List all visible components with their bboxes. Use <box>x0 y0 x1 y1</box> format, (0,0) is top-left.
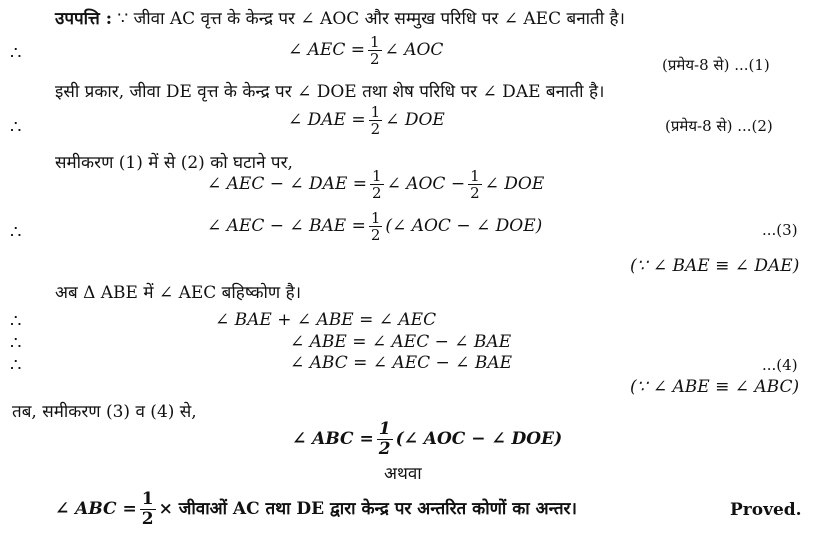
therefore-symbol: ∴ <box>10 222 22 243</box>
eq1-fraction <box>368 34 382 67</box>
eq4-numerator: 1 <box>370 209 381 227</box>
reference-2: (प्रमेय-8 से) ...(2) <box>665 117 773 135</box>
equation-8 <box>292 420 562 459</box>
equation-4 <box>207 210 542 243</box>
eq4-rhs: (∠ AOC − ∠ DOE) <box>385 216 543 236</box>
eq8-denominator: 2 <box>378 439 391 459</box>
proof-line-5: तब, समीकरण (3) व (4) से, <box>12 402 197 422</box>
proof-line-2: इसी प्रकार, जीवा DE वृत्त के केन्द्र पर ∠ DOE तथा शेष परिधि पर ∠ DAE बनाती है। <box>55 82 605 102</box>
eq1-lhs: ∠ AEC = <box>288 40 365 60</box>
eq8-lhs: ∠ ABC = <box>292 429 374 449</box>
eq8-numerator: 1 <box>378 419 391 439</box>
eq3-rhs: ∠ DOE <box>484 174 545 194</box>
reference-1: (प्रमेय-8 से) ...(1) <box>662 56 770 74</box>
proof-line-3: समीकरण (1) में से (2) को घटाने पर, <box>55 153 293 173</box>
eq4-fraction <box>369 210 383 243</box>
therefore-symbol: ∴ <box>10 355 22 376</box>
eq1-denominator: 2 <box>370 50 380 68</box>
final-numerator: 1 <box>141 489 154 509</box>
eq2-denominator: 2 <box>370 120 381 138</box>
therefore-symbol: ∴ <box>10 311 22 332</box>
eq4-denominator: 2 <box>370 226 381 244</box>
final-rhs: × जीवाओं AC तथा DE द्वारा केन्द्र पर अन्तरित कोणों का अन्तर। <box>158 499 577 519</box>
eq4-lhs: ∠ AEC − ∠ BAE = <box>207 216 366 236</box>
eq3-numerator-2: 1 <box>470 167 480 185</box>
proof-label: उपपत्ति : <box>55 9 112 29</box>
equation-2 <box>288 104 445 137</box>
note-1: (∵ ∠ BAE ≡ ∠ DAE) <box>630 256 800 276</box>
eq1-rhs: ∠ AOC <box>384 40 444 60</box>
eq2-lhs: ∠ DAE = <box>288 110 366 130</box>
eq8-rhs: (∠ AOC − ∠ DOE) <box>395 429 563 449</box>
proved-label: Proved. <box>730 500 802 520</box>
reference-4: ...(4) <box>762 356 798 374</box>
eq2-numerator: 1 <box>370 103 381 121</box>
equation-3 <box>207 168 544 201</box>
eq3-fraction-1 <box>370 168 384 201</box>
eq2-rhs: ∠ DOE <box>385 110 445 130</box>
or-text: अथवा <box>384 464 422 484</box>
equation-6: ∠ ABE = ∠ AEC − ∠ BAE <box>290 332 512 352</box>
proof-line-4: अब Δ ABE में ∠ AEC बहिष्कोण है। <box>55 283 302 303</box>
eq3-denominator-1: 2 <box>372 184 382 202</box>
final-lhs: ∠ ABC = <box>55 499 137 519</box>
therefore-symbol: ∴ <box>10 43 22 64</box>
therefore-symbol: ∴ <box>10 333 22 354</box>
note-2: (∵ ∠ ABE ≡ ∠ ABC) <box>630 377 800 397</box>
therefore-symbol: ∴ <box>10 117 22 138</box>
eq3-lhs: ∠ AEC − ∠ DAE = <box>207 174 368 194</box>
final-fraction <box>140 490 156 529</box>
equation-1 <box>288 34 443 67</box>
eq3-denominator-2: 2 <box>470 184 480 202</box>
equation-7: ∠ ABC = ∠ AEC − ∠ BAE <box>290 353 513 373</box>
eq2-fraction <box>369 104 383 137</box>
eq3-mid: ∠ AOC − <box>386 174 466 194</box>
equation-5: ∠ BAE + ∠ ABE = ∠ AEC <box>215 310 437 330</box>
reference-3: ...(3) <box>762 221 798 239</box>
eq3-numerator-1: 1 <box>372 167 382 185</box>
proof-line-1 <box>55 9 625 29</box>
eq3-fraction-2 <box>468 168 482 201</box>
final-denominator: 2 <box>141 509 154 529</box>
eq1-numerator: 1 <box>370 33 380 51</box>
proof-line-1-text: ∵ जीवा AC वृत्त के केन्द्र पर ∠ AOC और सम्मुख परिधि पर ∠ AEC बनाती है। <box>117 9 626 29</box>
final-statement <box>55 490 577 529</box>
eq8-fraction <box>377 420 393 459</box>
